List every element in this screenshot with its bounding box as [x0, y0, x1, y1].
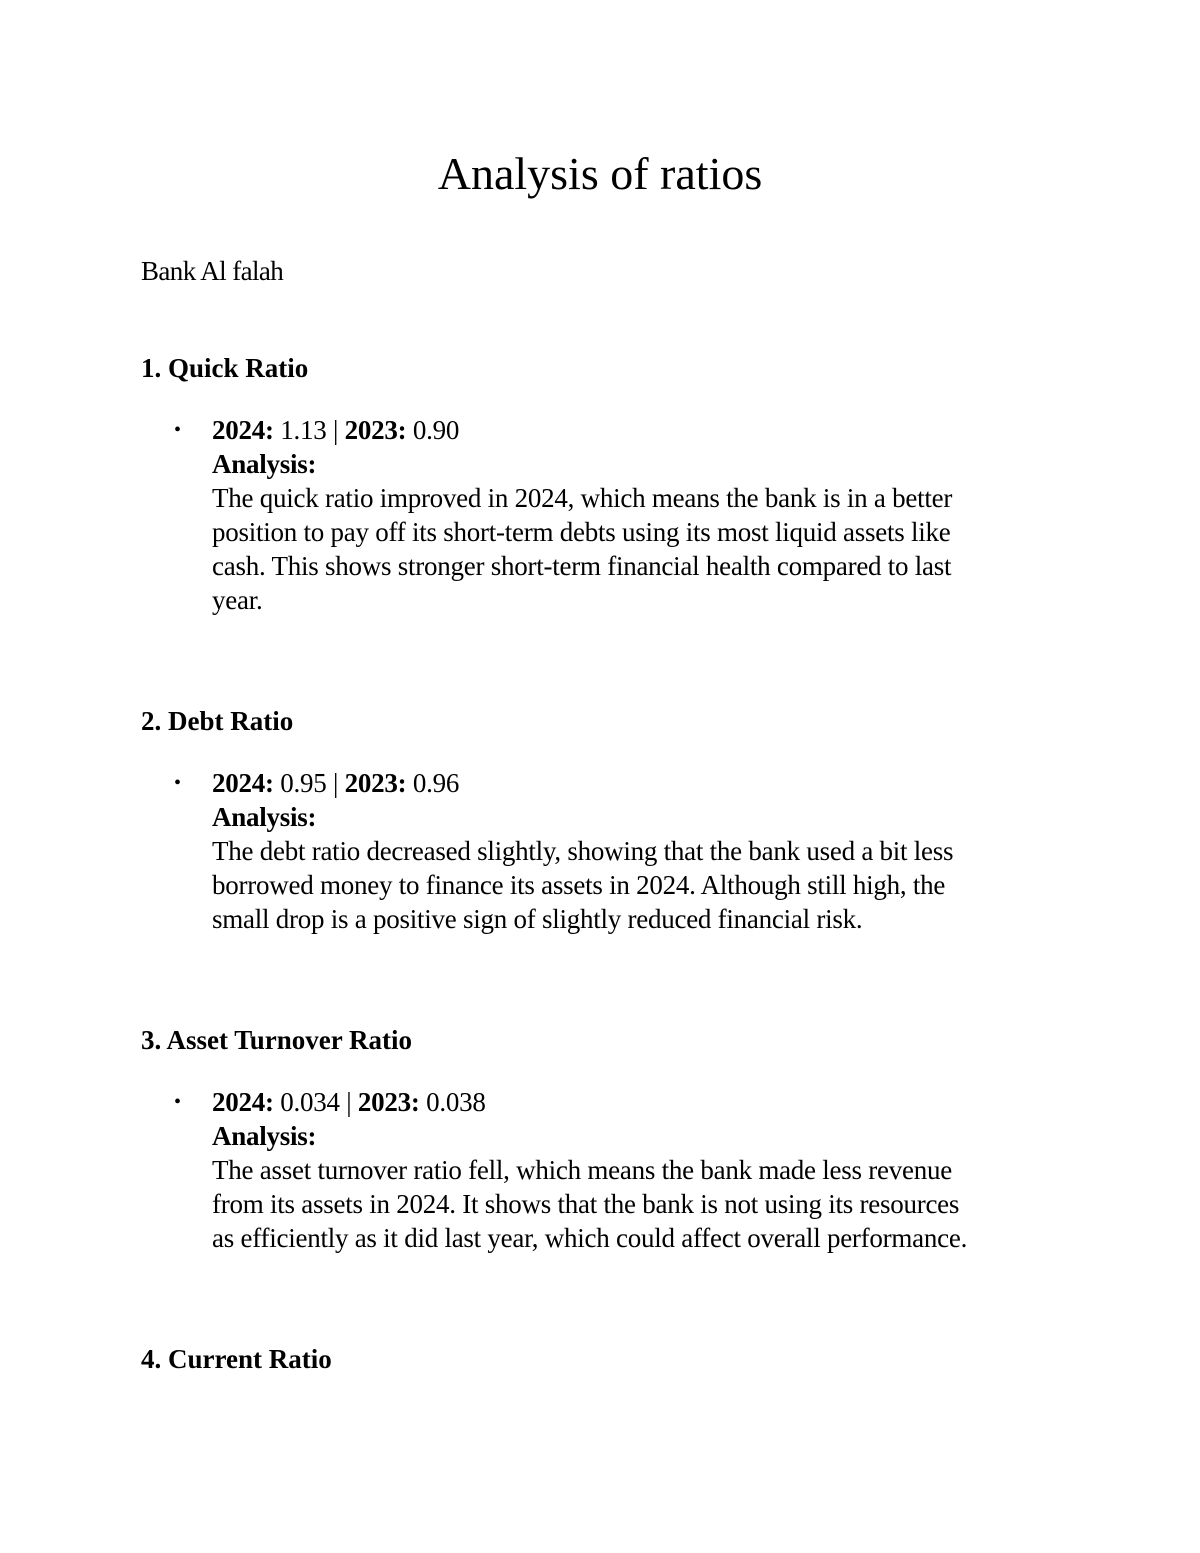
section-heading: 2. Debt Ratio — [141, 706, 294, 736]
ratio-values — [212, 413, 1081, 447]
analysis-text-line: as efficiently as it did last year, which could affect overall performance. — [212, 1223, 968, 1253]
year-2023-label: 2023: — [357, 1087, 420, 1117]
section-debt-ratio — [141, 704, 1081, 936]
value-2024: 0.034 — [280, 1087, 340, 1117]
year-2024-label: 2024: — [212, 768, 274, 798]
document-title: Analysis of ratios — [437, 148, 763, 199]
analysis-text-line: The debt ratio decreased slightly, showing that the bank used a bit less — [212, 836, 954, 866]
ratio-list-item — [141, 413, 1081, 617]
analysis-label: Analysis: — [212, 449, 317, 479]
separator: | — [333, 768, 339, 798]
section-asset-turnover-ratio — [141, 1023, 1081, 1255]
year-2024-label: 2024: — [212, 1087, 274, 1117]
section-quick-ratio — [141, 351, 1081, 617]
analysis-text-line: cash. This shows stronger short-term financial health compared to last — [212, 551, 952, 581]
analysis-label: Analysis: — [212, 1121, 317, 1151]
analysis-text-line: from its assets in 2024. It shows that the bank is not using its resources — [212, 1189, 960, 1219]
section-heading: 3. Asset Turnover Ratio — [141, 1025, 413, 1055]
value-2023: 0.038 — [426, 1087, 486, 1117]
ratio-values — [212, 1085, 1081, 1119]
analysis-text-line: The quick ratio improved in 2024, which means the bank is in a better — [212, 483, 953, 513]
value-2024: 0.95 — [280, 768, 327, 798]
bullet-icon: • — [174, 419, 181, 441]
value-2023: 0.90 — [412, 415, 460, 445]
value-2024: 1.13 — [280, 415, 327, 445]
section-heading: 1. Quick Ratio — [141, 353, 309, 383]
year-2023-label: 2023: — [344, 768, 407, 798]
analysis-text-line: position to pay off its short-term debts using its most liquid assets like — [212, 517, 951, 547]
section-heading: 4. Current Ratio — [141, 1344, 332, 1374]
year-2024-label: 2024: — [212, 415, 274, 445]
ratio-list-item — [141, 766, 1081, 936]
analysis-text-line: year. — [212, 585, 263, 615]
separator: | — [346, 1087, 352, 1117]
bank-name: Bank Al falah — [141, 256, 284, 286]
value-2023: 0.96 — [412, 768, 460, 798]
bullet-icon: • — [174, 772, 181, 794]
analysis-label: Analysis: — [212, 802, 317, 832]
analysis-text-line: The asset turnover ratio fell, which means the bank made less revenue — [212, 1155, 952, 1185]
bullet-icon: • — [174, 1091, 181, 1113]
separator: | — [333, 415, 339, 445]
section-current-ratio — [141, 1342, 1081, 1376]
analysis-text-line: small drop is a positive sign of slightly reduced financial risk. — [212, 904, 863, 934]
ratio-list-item — [141, 1085, 1081, 1255]
analysis-text-line: borrowed money to finance its assets in 2024. Although still high, the — [212, 870, 946, 900]
year-2023-label: 2023: — [344, 415, 407, 445]
ratio-values — [212, 766, 1081, 800]
